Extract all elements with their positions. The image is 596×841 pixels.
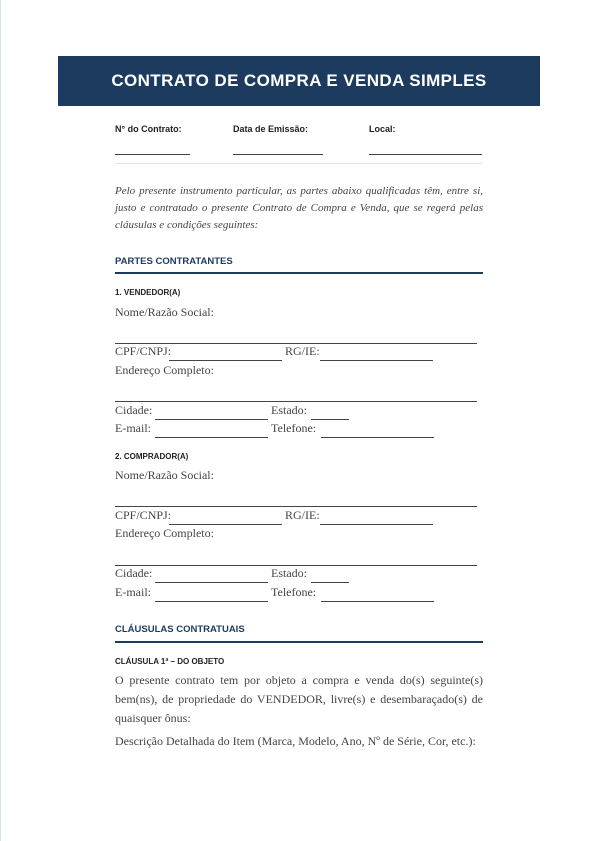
- seller-phone-field[interactable]: [321, 437, 434, 438]
- document-title: CONTRATO DE COMPRA E VENDA SIMPLES: [111, 71, 487, 90]
- buyer-phone-field[interactable]: [321, 601, 434, 602]
- seller-address-field[interactable]: [115, 401, 477, 402]
- seller-city-label: Cidade:: [115, 403, 153, 417]
- buyer-name-field[interactable]: [115, 506, 477, 507]
- contract-number-field[interactable]: [115, 154, 190, 155]
- buyer-rg-label: RG/IE:: [285, 508, 320, 522]
- location-label: Local:: [369, 124, 396, 134]
- seller-email-label: E-mail:: [115, 421, 151, 435]
- buyer-heading: 2. COMPRADOR(A): [115, 452, 189, 461]
- clause1-text: O presente contrato tem por objeto a compra e venda do(s) seguinte(s) bem(ns), de propriedade do VENDEDOR, livre(s) e desembaraçado(s) de quaisquer ônus:: [115, 673, 483, 725]
- parties-heading: PARTES CONTRATANTES: [115, 256, 233, 267]
- location-field[interactable]: [369, 154, 482, 155]
- buyer-email-label: E-mail:: [115, 585, 151, 599]
- clauses-heading: CLÁUSULAS CONTRATUAIS: [115, 624, 245, 635]
- seller-phone-label: Telefone:: [271, 421, 317, 435]
- buyer-cpf-field[interactable]: [169, 524, 282, 525]
- buyer-city-field[interactable]: [155, 582, 268, 583]
- buyer-state-field[interactable]: [311, 582, 349, 583]
- parties-heading-rule: [115, 272, 483, 274]
- seller-cpf-label: CPF/CNPJ:: [115, 344, 172, 358]
- buyer-city-label: Cidade:: [115, 566, 153, 580]
- buyer-rg-field[interactable]: [320, 524, 433, 525]
- contract-number-label: N° do Contrato:: [115, 124, 182, 134]
- seller-heading: 1. VENDEDOR(A): [115, 288, 181, 297]
- buyer-cpf-label: CPF/CNPJ:: [115, 508, 172, 522]
- seller-rg-field[interactable]: [320, 360, 433, 361]
- seller-email-field[interactable]: [155, 437, 268, 438]
- seller-state-label: Estado:: [271, 403, 307, 417]
- seller-address-label: Endereço Completo:: [115, 363, 214, 377]
- intro-paragraph: Pelo presente instrumento particular, as partes abaixo qualificadas têm, entre si, justo e contratado o presente Contrato de Compra e Venda, que se regerá pelas cláusulas e condições seguintes:: [115, 185, 483, 231]
- clause1-heading: CLÁUSULA 1ª – DO OBJETO: [115, 657, 225, 666]
- title-banner: [58, 56, 540, 106]
- clauses-heading-rule: [115, 641, 483, 643]
- buyer-phone-label: Telefone:: [271, 585, 317, 599]
- seller-city-field[interactable]: [155, 419, 268, 420]
- buyer-name-label: Nome/Razão Social:: [115, 468, 214, 482]
- issue-date-field[interactable]: [233, 154, 323, 155]
- item-description-label: Descrição Detalhada do Item (Marca, Modelo, Ano, Nº de Série, Cor, etc.):: [115, 734, 476, 748]
- seller-rg-label: RG/IE:: [285, 344, 320, 358]
- seller-name-label: Nome/Razão Social:: [115, 305, 214, 319]
- buyer-address-label: Endereço Completo:: [115, 526, 214, 540]
- header-divider: [115, 163, 483, 164]
- seller-state-field[interactable]: [311, 419, 349, 420]
- buyer-email-field[interactable]: [155, 601, 268, 602]
- issue-date-label: Data de Emissão:: [233, 124, 309, 134]
- page-edge: [0, 0, 1, 841]
- seller-cpf-field[interactable]: [169, 360, 282, 361]
- buyer-state-label: Estado:: [271, 566, 307, 580]
